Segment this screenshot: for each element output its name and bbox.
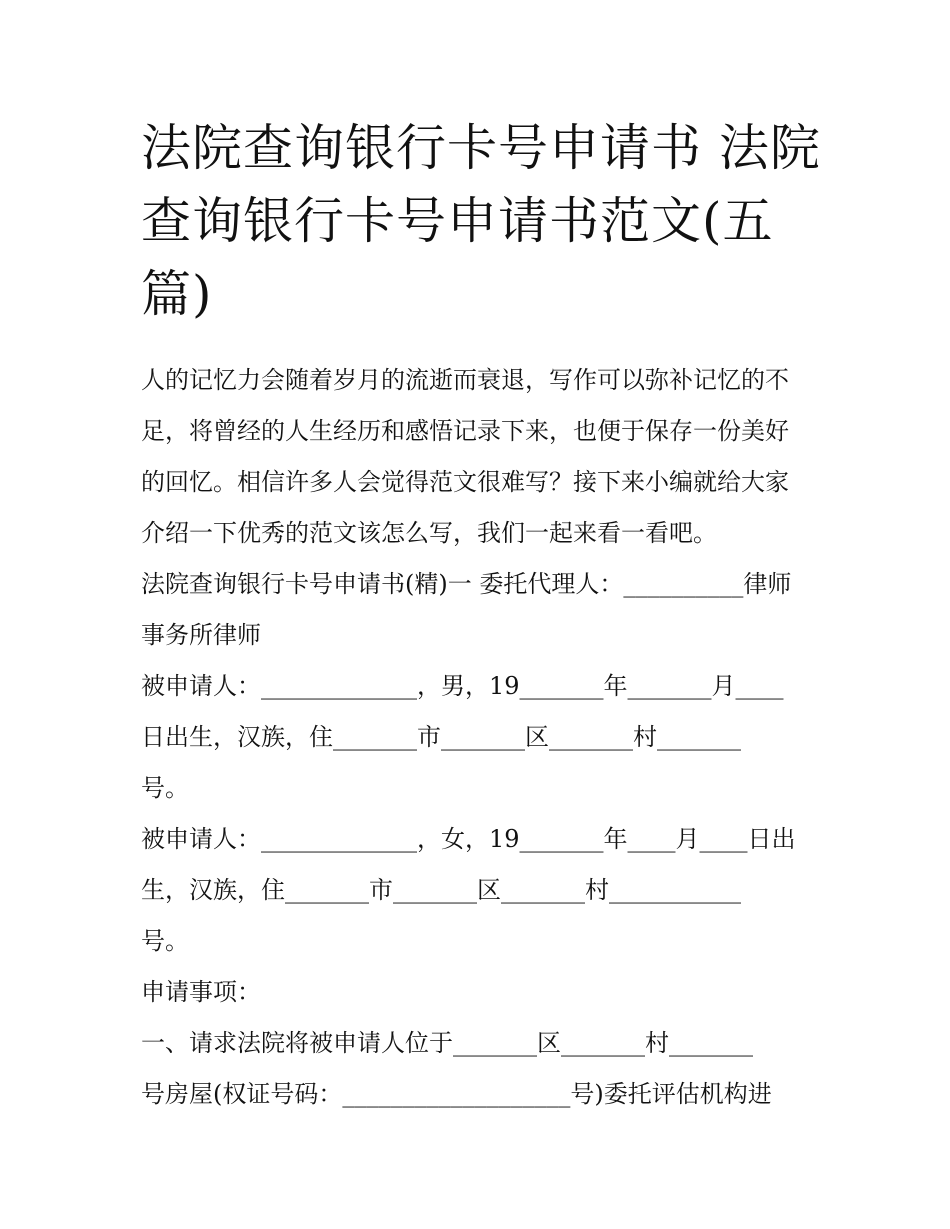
respondent-line: 号。	[141, 927, 189, 955]
intro-line: 的回忆。相信许多人会觉得范文很难写？接下来小编就给大家	[141, 468, 789, 496]
document-body	[141, 355, 821, 1120]
request-line: 号房屋(权证号码：___________________号)委托评估机构进	[141, 1080, 772, 1108]
document-title	[141, 112, 821, 331]
title-line: 法院查询银行卡号申请书 法院	[141, 119, 821, 177]
title-line: 篇)	[141, 265, 213, 323]
body-line: 事务所律师	[141, 621, 261, 649]
intro-line: 足，将曾经的人生经历和感悟记录下来，也便于保存一份美好	[141, 417, 789, 445]
request-heading: 申请事项：	[141, 978, 261, 1006]
intro-line: 人的记忆力会随着岁月的流逝而衰退，写作可以弥补记忆的不	[141, 366, 789, 394]
title-line: 查询银行卡号申请书范文(五	[141, 192, 774, 250]
respondent-line: 日出生，汉族，住_______市_______区_______村_______	[141, 723, 741, 751]
intro-line: 介绍一下优秀的范文该怎么写，我们一起来看一看吧。	[141, 519, 717, 547]
respondent-line: 号。	[141, 774, 189, 802]
respondent-line: 被申请人：_____________，女，19_______年____月____日出	[141, 825, 796, 853]
section-heading-line: 法院查询银行卡号申请书(精)一 委托代理人：__________律师	[141, 570, 792, 598]
respondent-line: 生，汉族，住_______市_______区_______村___________	[141, 876, 741, 904]
request-line: 一、请求法院将被申请人位于_______区_______村_______	[141, 1029, 753, 1057]
respondent-line: 被申请人：_____________，男，19_______年_______月____	[141, 672, 784, 700]
